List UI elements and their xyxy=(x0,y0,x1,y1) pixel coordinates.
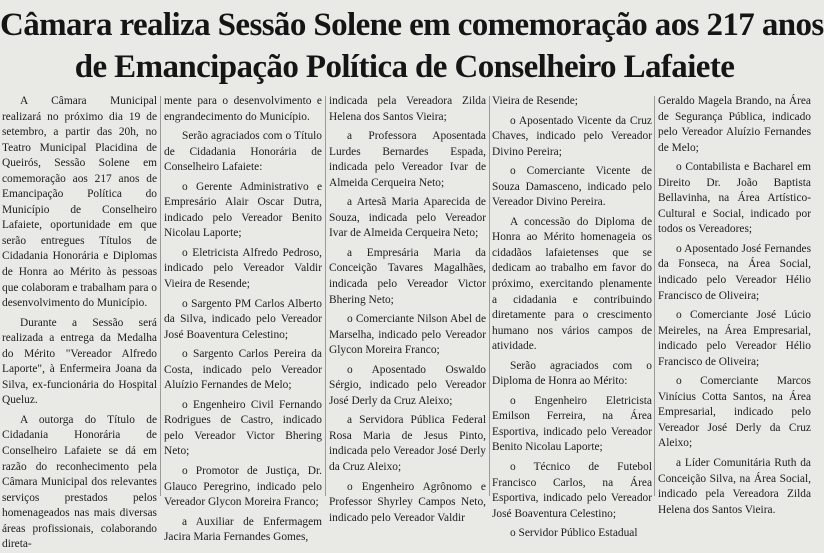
list-item: a Auxiliar de Enfermagem Jacira Maria Fernandes Gomes, xyxy=(164,515,322,544)
list-item: o Engenheiro Agrônomo e Professor Shyrley Campos Neto, indicado pelo Vereador Valdir xyxy=(329,480,486,524)
list-item: o Aposentado Oswaldo Sérgio, indicado pelo Vereador José Derly da Cruz Aleixo; xyxy=(329,363,486,407)
list-item: o Engenheiro Eletricista Emilson Ferreira, na Área Esportiva, indicado pelo Vereador Benito Nicolau Laporte; xyxy=(492,394,652,454)
list-item: o Sargento Carlos Pereira da Costa, indicado pelo Vereador Aluízio Fernandes de Melo; xyxy=(164,348,322,392)
paragraph: Durante a Sessão será realizada a entrega da Medalha do Mérito "Vereador Alfredo Laporte", à Enfermeira Joana da Silva, ex-funcionária do Hospital Queluz. xyxy=(2,316,157,407)
article-column-4 xyxy=(492,94,652,540)
list-item: a Empresária Maria da Conceição Tavares Magalhães, indicada pelo Vereador Victor Bhering Neto; xyxy=(329,246,486,306)
paragraph: Serão agraciados com o Diploma de Honra ao Mérito: xyxy=(492,359,652,388)
list-item: o Gerente Administrativo e Empresário Alair Oscar Dutra, indicado pelo Vereador Benito Nicolau Laporte; xyxy=(164,180,322,240)
list-item: o Sargento PM Carlos Alberto da Silva, indicado pelo Vereador José Boaventura Celestino; xyxy=(164,297,322,341)
list-item: a Servidora Pública Federal Rosa Maria de Jesus Pinto, indicada pelo Vereador José Derly da Cruz Aleixo; xyxy=(329,414,486,474)
list-item: o Comerciante Marcos Vinícius Cotta Santos, na Área Empresarial, indicado pelo Vereador José Derly da Cruz Aleixo; xyxy=(658,375,811,450)
article-column-2 xyxy=(164,94,322,544)
paragraph: Serão agraciados com o Título de Cidadania Honorária de Conselheiro Lafaiete: xyxy=(164,130,322,174)
article-column-1 xyxy=(2,94,157,551)
article-body xyxy=(2,94,811,551)
list-item: o Contabilista e Bacharel em Direito Dr. João Baptista Bellavinha, na Área Artístico-Cultural e Social, indicado por todos os Vereadores; xyxy=(658,161,811,236)
paragraph: A Câmara Municipal realizará no próximo dia 19 de setembro, a partir das 20h, no Teatro Municipal Placidina de Queirós, Sessão Solene em comemoração aos 217 anos de Emancipação Política do Município de Conselheiro Lafaiete, oportunidade em que serão entregues Títulos de Cidadania Honorária e Diplomas de Honra ao Mérito às pessoas que colaboram e trabalham para o desenvolvimento do Município. xyxy=(2,95,157,310)
list-item: a Líder Comunitária Ruth da Conceição Silva, na Área Social, indicado pela Vereadora Zilda Helena dos Santos Vieira. xyxy=(658,457,811,516)
list-item: o Eletricista Alfredo Pedroso, indicado pelo Vereador Valdir Vieira de Resende; xyxy=(164,246,322,291)
article-column-5 xyxy=(658,94,811,516)
list-item: indicada pela Vereadora Zilda Helena dos Santos Vieira; xyxy=(329,95,486,123)
list-item: o Aposentado Vicente da Cruz Chaves, indicado pelo Vereador Divino Pereira; xyxy=(492,114,652,158)
list-item: o Comerciante Nilson Abel de Marselha, indicado pelo Vereador Glycon Moreira Franco; xyxy=(329,313,486,357)
list-item: a Professora Aposentada Lurdes Bernardes Espada, indicada pelo Vereador Ivar de Almeida Cerqueira Neto; xyxy=(329,130,486,189)
list-item: o Aposentado José Fernandes da Fonseca, na Área Social, indicado pelo Vereador Hélio Francisco de Oliveira; xyxy=(658,242,811,302)
paragraph: A outorga do Título de Cidadania Honorária de Conselheiro Lafaiete se dá em razão do reconhecimento pela Câmara Municipal dos relevantes serviços prestados pelos homenageados nas mais diversas áreas profissionais, colaborando direta- xyxy=(2,413,157,551)
headline-line-2: de Emancipação Política de Conselheiro Lafaiete xyxy=(74,49,735,85)
headline-line-1: Câmara realiza Sessão Solene em comemoração aos 217 anos xyxy=(0,7,824,43)
list-item: a Artesã Maria Aparecida de Souza, indicada pelo Vereador Ivar de Almeida Cerqueira Neto; xyxy=(329,196,486,240)
list-item: o Técnico de Futebol Francisco Carlos, na Área Esportiva, indicado pelo Vereador José Boaventura Celestino; xyxy=(492,461,652,520)
list-item: Vieira de Resende; xyxy=(492,95,578,107)
list-item: o Comerciante José Lúcio Meireles, na Área Empresarial, indicado pelo Vereador Hélio Francisco de Oliveira; xyxy=(658,309,811,368)
list-item: o Comerciante Vicente de Souza Damasceno, indicado pelo Vereador Divino Pereira. xyxy=(492,165,652,209)
list-item: Geraldo Magela Brando, na Área de Segurança Pública, indicado pelo Vereador Aluízio Fernandes de Melo; xyxy=(658,95,811,154)
list-item: o Promotor de Justiça, Dr. Glauco Peregrino, indicado pelo Vereador Glycon Moreira Franco; xyxy=(164,465,322,509)
paragraph: mente para o desenvolvimento e engrandecimento do Município. xyxy=(164,95,322,123)
list-item: o Engenheiro Civil Fernando Rodrigues de Castro, indicado pelo Vereador Victor Bhering Neto; xyxy=(164,398,322,458)
paragraph: A concessão do Diploma de Honra ao Mérito homenageia os cidadãos lafaietenses que se dedicam ao trabalho em favor do próximo, exercitando plenamente a cidadania e contribuindo diretamente para o crescimento humano nos vários campos de atividade. xyxy=(492,215,652,353)
article-column-3 xyxy=(329,94,486,524)
article-headline xyxy=(0,4,824,88)
list-item: o Servidor Público Estadual xyxy=(510,527,638,540)
